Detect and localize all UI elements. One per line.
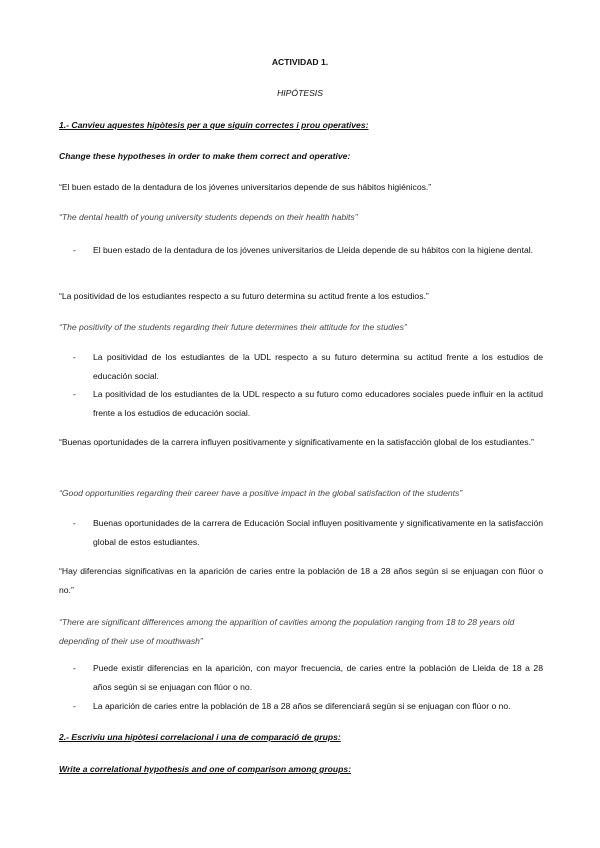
bullet-dash: -	[73, 518, 76, 528]
bullet-text: La positividad de los estudiantes de la UDL respecto a su futuro determina su actitud frente a los estudios de educación social.	[93, 352, 543, 381]
section1-heading-ca: 1.- Canvieu aquestes hipòtesis per a que siguin correctes i prou operatives:	[59, 120, 369, 130]
item2-english: “The positivity of the students regarding their future determines their attitude for the studies”	[59, 322, 407, 332]
item3-spanish: “Buenas oportunidades de la carrera influyen positivamente y significativamente en la satisfacción global de los estudiantes.”	[59, 437, 534, 447]
bullet-text: El buen estado de la dentadura de los jóvenes universitarios de Lleida depende de su hábitos con la higiene dental.	[93, 245, 534, 255]
bullet-dash: -	[73, 389, 76, 399]
bullet-dash: -	[73, 663, 76, 673]
item2-spanish: “La positividad de los estudiantes respecto a su futuro determina su actitud frente a los estudios.”	[59, 291, 429, 301]
section1-heading-en: Change these hypotheses in order to make them correct and operative:	[59, 151, 351, 161]
bullet-text: Buenas oportunidades de la carrera de Educación Social influyen positivamente y significativamente en la satisfacción global de estos estudiantes.	[93, 518, 544, 547]
section2-heading-ca: 2.- Escriviu una hipòtesi correlacional i una de comparació de grups:	[59, 732, 341, 742]
item4-english: “There are significant differences among the apparition of cavities among the population ranging from 18 to 28 years old depending of their use of mouthwash”	[59, 617, 515, 646]
bullet-dash: -	[73, 352, 76, 362]
section2-heading-en: Write a correlational hypothesis and one of comparison among groups:	[59, 764, 352, 774]
bullet-dash: -	[73, 701, 76, 711]
bullet-text: Puede existir diferencias en la aparición, con mayor frecuencia, de caries entre la población de Lleida de 18 a 28 años según si se enjuagan con flúor o no.	[93, 663, 543, 692]
bullet-text: La positividad de los estudiantes de la UDL respecto a su futuro como educadores sociales puede influir en la actitud frente a los estudios de educación social.	[93, 389, 543, 418]
item3-english: “Good opportunities regarding their career have a positive impact in the global satisfaction of the students”	[59, 488, 463, 498]
bullet-dash: -	[73, 245, 76, 255]
item4-spanish: “Hay diferencias significativas en la aparición de caries entre la población de 18 a 28 años según si se enjuagan con flúor o no.”	[59, 566, 543, 595]
page-subtitle: HIPÓTESIS	[277, 88, 323, 98]
item1-spanish: “El buen estado de la dentadura de los jóvenes universitarios depende de sus hábitos higiénicos.”	[59, 182, 432, 192]
item1-english: “The dental health of young university students depends on their health habits”	[59, 212, 358, 222]
page-title: ACTIVIDAD 1.	[271, 57, 329, 67]
bullet-text: La aparición de caries entre la población de 18 a 28 años se diferenciará según si se enjuagan con flúor o no.	[93, 701, 511, 711]
